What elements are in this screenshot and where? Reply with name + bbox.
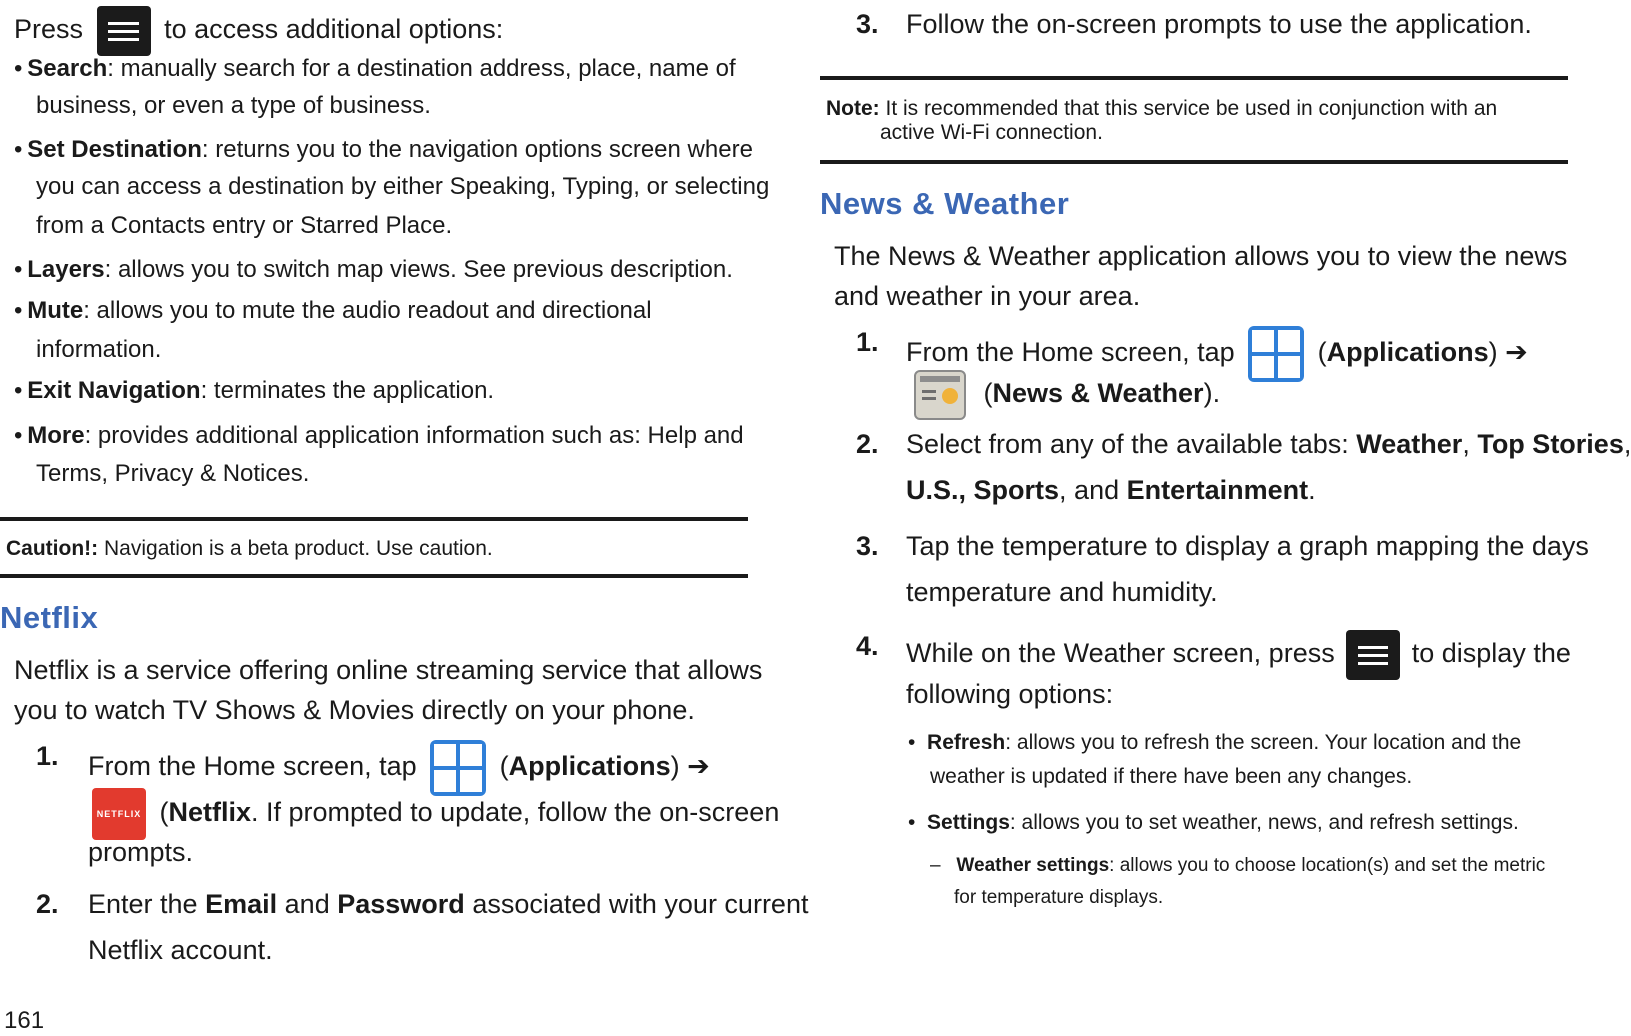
option-refresh: • Refresh: allows you to refresh the screen. Your location and the (908, 731, 1522, 754)
menu-key-icon (1346, 630, 1400, 680)
email-label: Email (205, 889, 278, 919)
step-text: Select from any of the available tabs: (906, 429, 1349, 459)
tab-top-stories: Top Stories (1477, 429, 1624, 459)
news-intro-1: The News & Weather application allows you to view the news (834, 241, 1568, 271)
option-set-destination-cont2: from a Contacts entry or Starred Place. (36, 212, 453, 239)
step-text: to display the (1411, 638, 1571, 669)
password-label: Password (337, 889, 465, 919)
step-text: and (284, 889, 330, 919)
news-step2: Select from any of the available tabs: Weather, Top Stories, (906, 429, 1631, 459)
netflix-step2 (88, 888, 808, 920)
press-text: Press (14, 14, 84, 45)
option-term: Search (27, 55, 108, 82)
option-desc: : allows you to refresh the screen. Your location and the (1005, 731, 1522, 754)
netflix-label: Netflix (168, 797, 252, 828)
option-more-cont: Terms, Privacy & Notices. (36, 460, 310, 487)
option-weather-settings-cont: for temperature displays. (954, 887, 1164, 908)
step-text: While on the Weather screen, press (906, 638, 1335, 669)
news-step2-number: 2. (856, 429, 879, 459)
option-desc: : allows you to choose location(s) and set the metric (1109, 855, 1546, 876)
step-text: and (1074, 475, 1120, 505)
news-step4-number: 4. (856, 631, 879, 661)
option-search: • Search: manually search for a destination address, place, name of (14, 55, 736, 82)
netflix-heading: Netflix (0, 600, 99, 635)
option-term: Refresh (927, 731, 1006, 754)
step-text: From the Home screen, tap (906, 337, 1235, 368)
applications-label: Applications (508, 751, 671, 782)
news-weather-label: News & Weather (992, 378, 1204, 409)
press-after-text: to access additional options: (164, 14, 504, 45)
caution-bottom-rule (0, 574, 748, 578)
applications-label: Applications (1326, 337, 1489, 368)
option-desc: : manually search for a destination address, place, name of (107, 55, 736, 82)
step3-number: 3. (856, 9, 879, 39)
option-term: Layers (27, 256, 105, 283)
news-step4-cont: following options: (906, 679, 1114, 709)
news-step1: From the Home screen, tap (Applications) ➔ (906, 326, 1528, 382)
netflix-intro-2: you to watch TV Shows & Movies directly on your phone. (14, 695, 695, 725)
news-weather-heading: News & Weather (820, 186, 1070, 221)
option-weather-settings: – Weather settings: allows you to choose location(s) and set the metric (930, 855, 1546, 876)
tab-us-sports: U.S., Sports (906, 475, 1060, 505)
caution-box (6, 536, 493, 562)
note-top-rule (820, 76, 1568, 80)
caution-text: Navigation is a beta product. Use caution. (104, 537, 493, 560)
menu-key-icon (97, 6, 151, 56)
note-bottom-rule (820, 160, 1568, 164)
option-settings: • Settings: allows you to set weather, news, and refresh settings. (908, 811, 1519, 834)
news-step2-cont: U.S., Sports, and Entertainment. (906, 475, 1316, 505)
netflix-logo-text: NETFLIX (96, 809, 142, 819)
option-term: Settings (927, 811, 1010, 834)
tab-entertainment: Entertainment (1126, 475, 1309, 505)
option-term: Set Destination (27, 136, 202, 163)
option-refresh-cont: weather is updated if there have been any changes. (930, 765, 1413, 788)
press-line (14, 6, 503, 56)
note-box-cont: active Wi-Fi connection. (880, 121, 1103, 144)
step-text: . If prompted to update, follow the on-screen (251, 797, 780, 828)
page-number: 161 (4, 1007, 45, 1034)
netflix-step1-number: 1. (36, 741, 59, 771)
news-step3: Tap the temperature to display a graph mapping the days (906, 531, 1589, 561)
news-weather-app-icon (914, 370, 966, 420)
note-label: Note: (826, 97, 880, 120)
netflix-intro-1: Netflix is a service offering online streaming service that allows (14, 655, 763, 685)
netflix-step1-cont2: prompts. (88, 837, 194, 867)
netflix-step1-cont: NETFLIX (Netflix. If prompted to update, follow the on-screen (92, 788, 779, 840)
option-desc: : allows you to mute the audio readout and directional (83, 297, 652, 324)
caution-label: Caution!: (6, 537, 99, 560)
option-mute-cont: information. (36, 336, 162, 363)
option-more: • More: provides additional application information such as: Help and (14, 422, 744, 449)
netflix-step1: From the Home screen, tap (Applications) ➔ (88, 740, 710, 796)
step3-text: Follow the on-screen prompts to use the application. (906, 9, 1532, 39)
option-term: More (27, 422, 85, 449)
option-set-destination: • Set Destination: returns you to the navigation options screen where (14, 136, 753, 163)
option-desc: : provides additional application information such as: Help and (84, 422, 744, 449)
option-desc: : allows you to switch map views. See previous description. (104, 256, 733, 283)
caution-top-rule (0, 517, 748, 521)
news-step3-cont: temperature and humidity. (906, 577, 1218, 607)
option-desc: : returns you to the navigation options screen where (201, 136, 753, 163)
step-text: associated with your current (472, 889, 809, 919)
tab-weather: Weather (1356, 429, 1463, 459)
step-text: Enter the (88, 889, 198, 919)
option-term: Exit Navigation (27, 377, 201, 404)
news-step1-cont: (News & Weather). (914, 370, 1220, 420)
option-mute: • Mute: allows you to mute the audio readout and directional (14, 297, 652, 324)
option-term: Weather settings (956, 855, 1110, 876)
news-intro-2: and weather in your area. (834, 281, 1141, 311)
note-box (826, 96, 1497, 122)
note-text: It is recommended that this service be used in conjunction with an (885, 97, 1498, 120)
option-exit-navigation: • Exit Navigation: terminates the application. (14, 377, 495, 404)
arrow-icon: ➔ (1505, 337, 1528, 368)
arrow-icon: ➔ (687, 751, 710, 782)
netflix-app-icon (92, 788, 146, 840)
news-step1-number: 1. (856, 327, 879, 357)
option-desc: : terminates the application. (200, 377, 495, 404)
netflix-step2-number: 2. (36, 889, 59, 919)
option-term: Mute (27, 297, 84, 324)
step-text: From the Home screen, tap (88, 751, 417, 782)
option-desc: : allows you to set weather, news, and refresh settings. (1009, 811, 1519, 834)
option-layers: • Layers: allows you to switch map views. See previous description. (14, 256, 733, 283)
option-search-cont: business, or even a type of business. (36, 92, 431, 119)
applications-grid-icon (1248, 326, 1304, 382)
netflix-step2-cont: Netflix account. (88, 935, 273, 965)
option-set-destination-cont1: you can access a destination by either Speaking, Typing, or selecting (36, 173, 770, 200)
news-step4 (906, 630, 1571, 680)
news-step3-number: 3. (856, 531, 879, 561)
